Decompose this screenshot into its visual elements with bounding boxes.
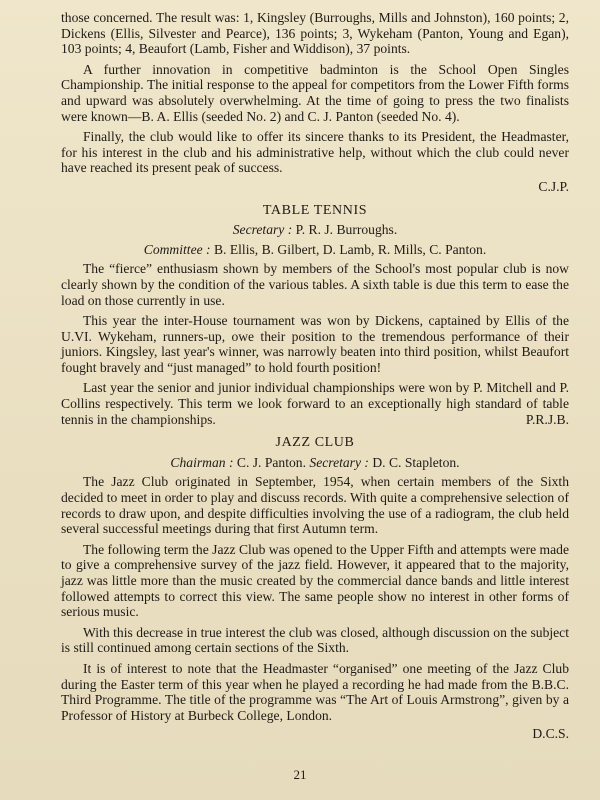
table-tennis-paragraph-2: This year the inter-House tournament was won by Dickens, captained by Ellis of the U.VI. Wykeham, runners-up, owe their position to the tremendous performance of their juniors. Kingsley, last year's winner, was narrowly beaten into third position, whilst Beaufort fought bravely and “just managed” to hold fourth position!	[61, 313, 569, 375]
jazz-club-paragraph-1: The Jazz Club originated in September, 1954, when certain members of the Sixth decided to meet in order to play and discuss records. With quite a comprehensive selection of records to draw upon, and despite difficulties involving the use of a radiogram, the club held several successful meetings during that first Autumn term.	[61, 474, 569, 537]
jazz-secretary-name: D. C. Stapleton.	[372, 454, 460, 470]
table-tennis-paragraph-1: The “fierce” enthusiasm shown by members of the School's most popular club is now clearly shown by the condition of the various tables. A sixth table is due this term to ease the load on those currently in use.	[61, 261, 569, 308]
secretary-label: Secretary :	[232, 222, 293, 238]
table-tennis-signature: P.R.J.B.	[525, 411, 569, 427]
page-number: 21	[293, 767, 307, 782]
table-tennis-paragraph-3	[61, 380, 569, 427]
chairman-name: C. J. Panton.	[236, 454, 307, 470]
chairman-label: Chairman :	[170, 454, 234, 470]
jazz-club-paragraph-4: It is of interest to note that the Headmaster “organised” one meeting of the Jazz Club during the Easter term of this year when he played a recording he had made from the B.B.C. Third Programme. The title of the programme was “The Art of Louis Armstrong”, given by a Professor of History at Burbeck College, London.	[61, 660, 569, 723]
badminton-singles-paragraph: A further innovation in competitive badminton is the School Open Singles Championship. The initial response to the appeal for competitors from the Lower Fifth forms and upward was absolutely overwhelming. At the time of going to press the two finalists were known—B. A. Ellis (seeded No. 2) and C. J. Panton (seeded No. 4).	[61, 61, 569, 124]
table-tennis-secretary-line	[61, 222, 569, 238]
table-tennis-paragraph-3-text: Last year the senior and junior individual championships were won by P. Mitchell and P. Collins respectively. This term we look forward to an exceptionally high standard of table tennis in the championships.	[61, 380, 569, 427]
jazz-club-paragraph-3: With this decrease in true interest the club was closed, although discussion on the subject is still continued among certain sections of the Sixth.	[61, 624, 569, 656]
table-tennis-committee-line	[61, 242, 569, 258]
page-body	[61, 10, 569, 748]
badminton-thanks-paragraph: Finally, the club would like to offer its sincere thanks to its President, the Headmaster, for his interest in the club and his administrative help, without which the club could never have reached its present peak of success.	[61, 129, 569, 176]
jazz-club-paragraph-2: The following term the Jazz Club was opened to the Upper Fifth and attempts were made to give a comprehensive survey of the jazz field. However, it appeared that to the majority, jazz was little more than the music created by the commercial dance bands and little interest followed attempts to correct this view. The same people show no interest in other forms of serious music.	[61, 541, 569, 620]
jazz-club-officers-line	[61, 455, 569, 471]
jazz-club-signature: D.C.S.	[532, 726, 569, 742]
secretary-name: P. R. J. Burroughs.	[295, 222, 398, 238]
committee-names: B. Ellis, B. Gilbert, D. Lamb, R. Mills, C. Panton.	[213, 241, 487, 257]
jazz-club-heading: JAZZ CLUB	[275, 435, 355, 451]
table-tennis-heading: TABLE TENNIS	[262, 202, 368, 218]
badminton-signature: C.J.P.	[538, 178, 569, 194]
committee-label: Committee :	[143, 241, 211, 257]
jazz-secretary-label: Secretary :	[309, 454, 369, 470]
badminton-results-paragraph: those concerned. The result was: 1, Kingsley (Burroughs, Mills and Johnston), 160 points; 2, Dickens (Ellis, Silvester and Pearce), 136 points; 3, Wykeham (Panton, Young and Egan), 103 points; 4, Beaufort (Lamb, Fisher and Widdison), 37 points.	[61, 10, 569, 57]
